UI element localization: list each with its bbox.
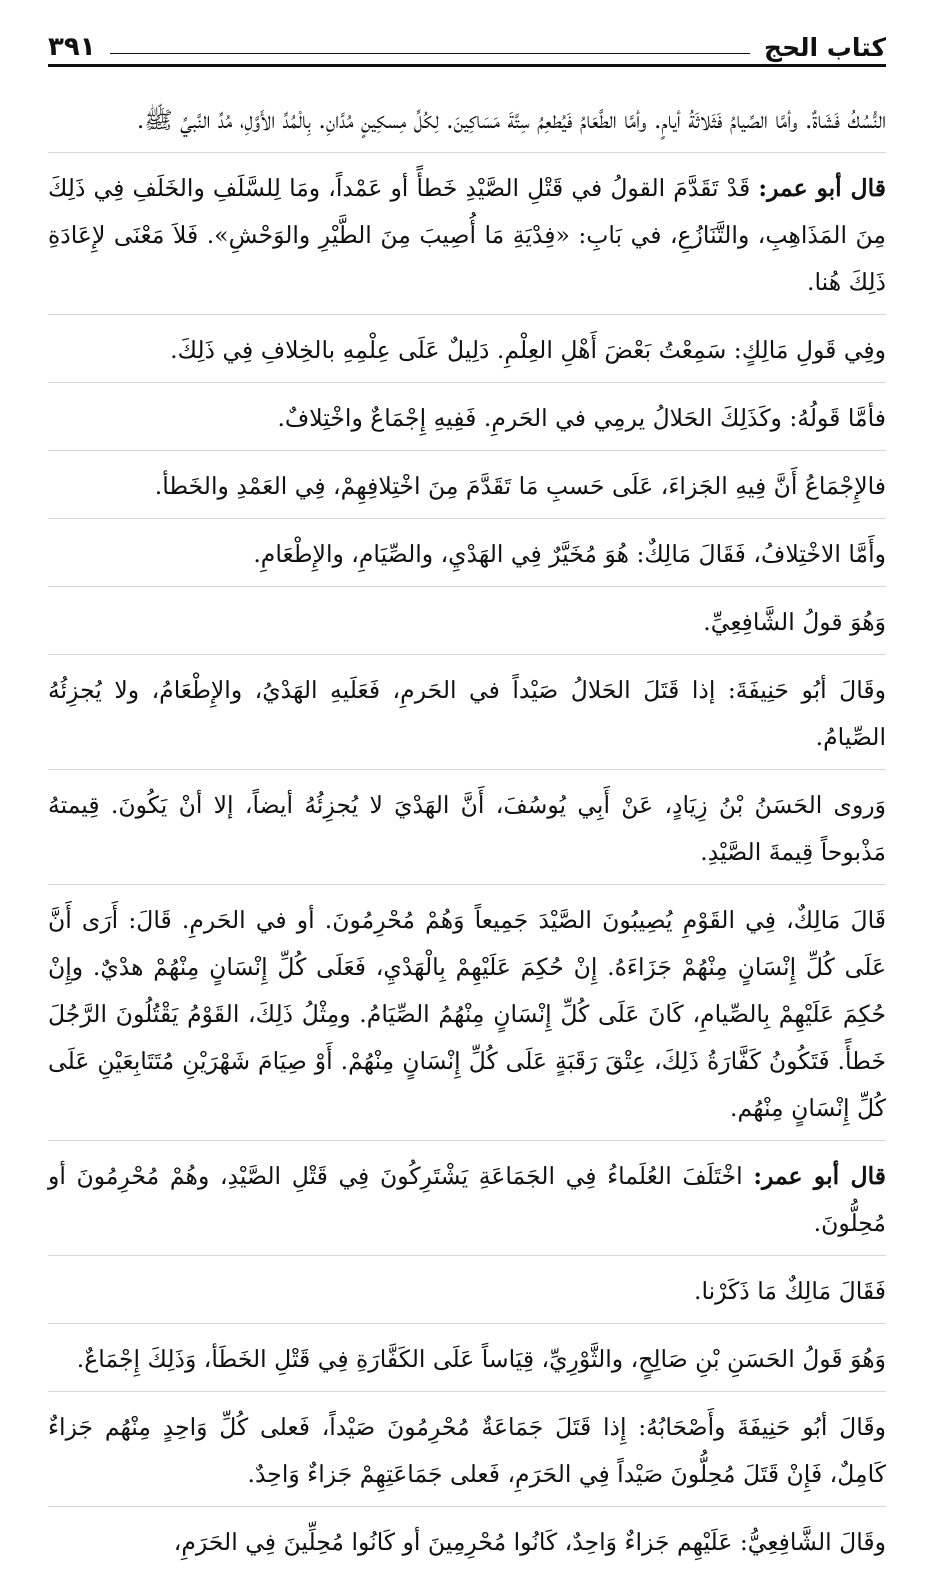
paragraph-lead: قال أبو عمر: bbox=[753, 1162, 886, 1190]
paragraph-lead: قال أبو عمر: bbox=[758, 174, 887, 202]
paragraph-text: وَهُوَ قولُ الشَّافِعِيِّ. bbox=[703, 608, 886, 636]
paragraph-text: وقَالَ أبُو حَنِيفَةَ وأَصْحَابُهُ: إِذا قَتَلَ جَمَاعَةٌ مُحْرِمُونَ صَيْداً، فَعلى كُلِّ وَاحِدٍ مِنْهُم جَزاءٌ كَامِلٌ، فَإِنْ قَتَلَ مُحِلُّونَ صَيْداً فِي الحَرَمِ، فَعلى جَمَاعَتِهِمْ جَزاءٌ وَاحِدٌ. bbox=[48, 1413, 886, 1488]
paragraph-text: فأمَّا قَولُهُ: وكَذَلِكَ الحَلالُ يرمِي في الحَرمِ. فَفِيهِ إِجْمَاعٌ واخْتِلافٌ. bbox=[277, 404, 886, 432]
paragraph-text: وَروى الحَسَنُ بْنُ زِيَادٍ، عَنْ أَبِي يُوسُفَ، أَنَّ الهَدْيَ لا يُجزِئُهُ أيضاً، إلا أنْ يَكُونَ. قِيمتهُ مَذْبوحاً قِيمةَ الصَّيْدِ. bbox=[48, 791, 886, 866]
paragraph bbox=[48, 531, 886, 587]
body-text bbox=[48, 97, 886, 1574]
paragraph bbox=[48, 667, 886, 770]
paragraph bbox=[48, 395, 886, 451]
paragraph-text: وأَمَّا الاخْتِلافُ، فَقَالَ مَالِكٌ: هُوَ مُخَيَّرٌ فِي الهَدْيِ، والصِّيَامِ، والإِطْعَامِ. bbox=[253, 540, 886, 568]
paragraph bbox=[48, 1153, 886, 1256]
paragraph-text: وَهُوَ قَولُ الحَسَنِ بْنِ صَالِحٍ، والثَّوْرِيِّ، قِيَاساً عَلَى الكَفَّارَةِ فِي قَتْلِ الخَطَأ، وَذَلِكَ إِجْمَاعٌ. bbox=[76, 1345, 886, 1373]
paragraph-text: وقَالَ أبُو حَنِيفَةَ: إذا قَتَلَ الحَلالُ صَيْداً في الحَرمِ، فَعَلَيهِ الهَدْيُ، والإِطْعَامُ، ولا يُجزِئُهُ الصِّيامُ. bbox=[48, 676, 886, 751]
paragraph-text: النُّسُكُ فَشَاةٌ. وأمَّا الصِّيامُ فَثَلاثَةُ أيامٍ. وأمَّا الطَّعَامُ فَيُطعِمُ سِتَّةَ مَسَاكِينَ. لِكُلِّ مِسكِينٍ مُدَّانِ. بِالْمُدِّ الأَوَّلِ، مُدِّ النَّبيِّ ﷺ. bbox=[136, 106, 886, 134]
paragraph bbox=[48, 463, 886, 519]
header-divider bbox=[110, 53, 750, 54]
paragraph bbox=[48, 599, 886, 655]
paragraph bbox=[48, 1268, 886, 1324]
paragraph bbox=[48, 1336, 886, 1392]
paragraph-text: قَدْ تَقَدَّمَ القولُ في قَتْلِ الصَّيْدِ خَطأً أو عَمْداً، ومَا لِلسَّلَفِ والخَلَفِ فِي ذَلِكَ مِنَ المَذَاهِبِ، والتَّنَازُعِ، في بَابِ: «فِدْيَةِ مَا أُصِيبَ مِنَ الطَّيْرِ والوَحْشِ». فَلاَ مَعْنَى لإِعَادَةِ ذَلِكَ هُنا. bbox=[48, 174, 886, 296]
paragraph bbox=[48, 1404, 886, 1507]
chapter-title: كتاب الحج bbox=[764, 33, 886, 62]
paragraph-text: قَالَ مَالِكٌ، فِي القَوْمِ يُصِيبُونَ الصَّيْدَ جَمِيعاً وَهُمْ مُحْرِمُونَ. أو في الحَرمِ. قَالَ: أَرَى أَنَّ عَلَى كُلِّ إِنْسَانٍ مِنْهُمْ جَزَاءَهُ. إِنْ حُكِمَ عَلَيْهِمْ بِالْهَدْيِ، فَعَلَى كُلِّ إِنْسَانٍ مِنْهُمْ هدْيٌ. وإِنْ حُكِمَ عَلَيْهِمْ بِالصِّيامِ، كَانَ عَلَى كُلِّ إِنْسَانٍ مِنْهُمُ الصِّيَامُ. ومِثْلُ ذَلِكَ، القَوْمُ يَقْتُلُونَ الرَّجُلَ خَطأً. فَتَكُونُ كَفَّارَةُ ذَلِكَ، عِتْقَ رَقَبَةٍ عَلَى كُلِّ إِنْسَانٍ مِنْهُمْ. أَوْ صِيَامَ شَهْرَيْنِ مُتَتَابِعَيْنِ عَلَى كُلِّ إِنْسَانٍ مِنْهُم. bbox=[48, 906, 886, 1122]
paragraph-text: وفِي قَولِ مَالِكٍ: سَمِعْتُ بَعْضَ أَهْلِ العِلْمِ. دَلِيلٌ عَلَى عِلْمِهِ بالخِلافِ فِي ذَلِكَ. bbox=[170, 336, 886, 364]
paragraph bbox=[48, 327, 886, 383]
paragraph-text: فَقَالَ مَالِكٌ مَا ذَكَرْنا. bbox=[693, 1277, 886, 1305]
paragraph-text: وقَالَ الشَّافِعِيُّ: عَلَيْهِم جَزاءٌ وَاحِدٌ، كَانُوا مُحْرِمِينَ أو كَانُوا مُحِلِّينَ فِي الحَرَمِ، bbox=[173, 1528, 886, 1556]
paragraph bbox=[48, 897, 886, 1141]
paragraph bbox=[48, 165, 886, 315]
paragraph bbox=[48, 782, 886, 885]
paragraph bbox=[48, 97, 886, 153]
paragraph-text: فالإِجْمَاعُ أَنَّ فِيهِ الجَزاءَ، عَلَى حَسبِ مَا تَقَدَّمَ مِنَ اخْتِلافِهِمْ، فِي العَمْدِ والخَطأ. bbox=[154, 472, 886, 500]
page-number: ٣٩١ bbox=[48, 32, 96, 62]
paragraph-text: اخْتَلَفَ العُلَماءُ فِي الجَمَاعَةِ يَشْتَرِكُونَ فِي قَتْلِ الصَّيْدِ، وهُمْ مُحْرِمُونَ أو مُحِلُّونَ. bbox=[48, 1162, 886, 1237]
running-header bbox=[48, 22, 886, 60]
paragraph bbox=[48, 1519, 886, 1574]
header-rule bbox=[48, 64, 886, 67]
